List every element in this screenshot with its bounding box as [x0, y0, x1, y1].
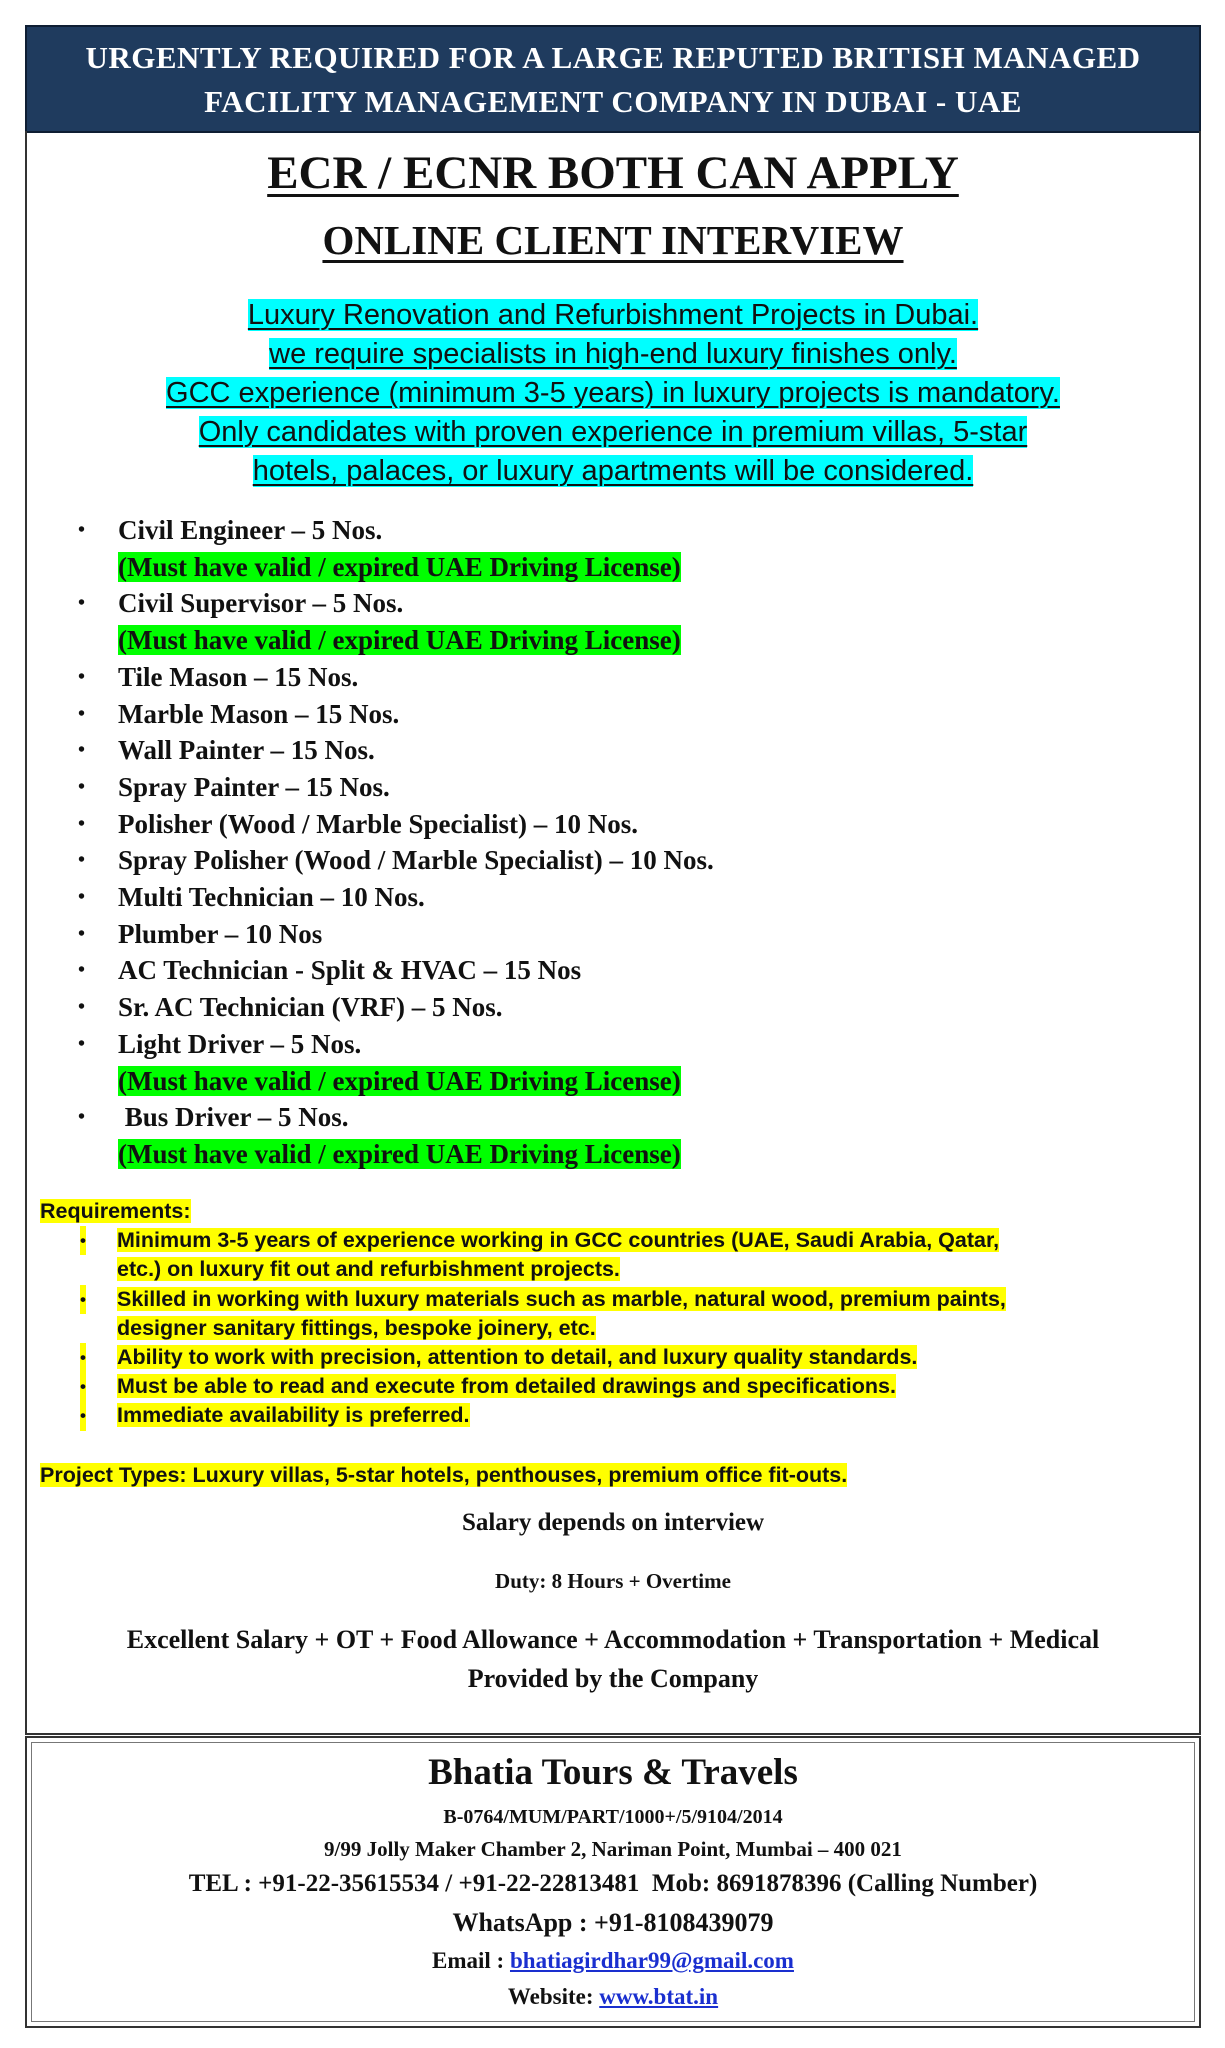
license-note-text: (Must have valid / expired UAE Driving License) — [118, 551, 681, 582]
requirement-line — [117, 1343, 1190, 1372]
job-title: Light Driver – 5 Nos. — [118, 1028, 362, 1059]
bullet-icon: • — [80, 1372, 86, 1401]
email-line — [25, 1944, 1201, 1978]
job-title: Tile Mason – 15 Nos. — [118, 661, 359, 692]
list-item — [40, 1372, 1190, 1401]
job-list — [78, 512, 1178, 1173]
bullet-icon: • — [78, 922, 86, 945]
benefits-line-2: Provided by the Company — [467, 1664, 759, 1693]
license-note-text: (Must have valid / expired UAE Driving License) — [118, 1138, 681, 1169]
bullet-icon: • — [78, 849, 86, 872]
bullet-icon: • — [78, 996, 86, 1019]
list-item — [78, 659, 1178, 696]
job-title: AC Technician - Split & HVAC – 15 Nos — [118, 955, 582, 986]
intro-line-text: hotels, palaces, or luxury apartments will be considered. — [252, 455, 974, 487]
bullet-icon: • — [78, 519, 86, 541]
requirement-line — [117, 1314, 1190, 1343]
list-item — [40, 1343, 1190, 1372]
job-title: Civil Supervisor – 5 Nos. — [118, 588, 404, 619]
company-name: Bhatia Tours & Travels — [428, 1752, 798, 1793]
bullet-icon: • — [78, 702, 86, 725]
requirements-heading-text: Requirements: — [40, 1199, 191, 1223]
bullet-icon: • — [80, 1226, 86, 1255]
project-types — [40, 1460, 847, 1490]
email-label: Email : — [432, 1948, 510, 1973]
website-line — [25, 1980, 1201, 2014]
bullet-icon: • — [78, 959, 86, 982]
requirements-heading — [40, 1197, 1190, 1226]
banner-line-2: FACILITY MANAGEMENT COMPANY IN DUBAI - UAE — [204, 84, 1022, 119]
list-item — [78, 879, 1178, 916]
headline-interview-text: ONLINE CLIENT INTERVIEW — [322, 217, 904, 263]
banner-line-1: URGENTLY REQUIRED FOR A LARGE REPUTED BRITISH MANAGED — [85, 40, 1141, 75]
requirement-line — [117, 1285, 1190, 1314]
list-item — [78, 732, 1178, 769]
requirement-text: etc.) on luxury fit out and refurbishment projects. — [117, 1257, 620, 1282]
license-note — [118, 1136, 1178, 1173]
job-title: Sr. AC Technician (VRF) – 5 Nos. — [118, 992, 503, 1023]
requirement-text: Immediate availability is preferred. — [117, 1403, 470, 1428]
job-title: Polisher (Wood / Marble Specialist) – 10 Nos. — [118, 808, 638, 839]
intro-line — [25, 374, 1201, 413]
company-address: 9/99 Jolly Maker Chamber 2, Nariman Point, Mumbai – 400 021 — [324, 1837, 902, 1861]
bullet-icon: • — [80, 1401, 86, 1430]
list-item — [78, 989, 1178, 1026]
requirement-text: Must be able to read and execute from detailed drawings and specifications. — [117, 1374, 896, 1399]
project-types-text: Project Types: Luxury villas, 5-star hotels, penthouses, premium office fit-outs. — [40, 1463, 848, 1487]
intro-line-text: GCC experience (minimum 3-5 years) in luxury projects is mandatory. — [166, 377, 1060, 409]
list-item — [78, 696, 1178, 733]
header-banner — [25, 25, 1201, 133]
license-note-text: (Must have valid / expired UAE Driving License) — [118, 625, 681, 656]
requirement-line — [117, 1401, 1190, 1430]
intro-line — [25, 335, 1201, 374]
intro-line-text: Luxury Renovation and Refurbishment Projects in Dubai. — [247, 299, 979, 331]
list-item — [78, 842, 1178, 879]
bullet-icon: • — [78, 812, 86, 835]
license-note-text: (Must have valid / expired UAE Driving License) — [118, 1065, 681, 1096]
duty-note: Duty: 8 Hours + Overtime — [495, 1569, 731, 1593]
bullet-icon: • — [78, 739, 86, 762]
bullet-icon: • — [78, 775, 86, 798]
requirements-section — [40, 1197, 1190, 1431]
bullet-icon: • — [78, 592, 86, 615]
list-item — [78, 769, 1178, 806]
requirement-line — [117, 1372, 1190, 1401]
requirement-line — [117, 1226, 1190, 1255]
list-item — [40, 1401, 1190, 1430]
list-item — [78, 1026, 1178, 1063]
list-item — [78, 1099, 1178, 1136]
intro-line — [25, 413, 1201, 452]
phone-numbers: TEL : +91-22-35615534 / +91-22-22813481 Mob: 8691878396 (Calling Number) — [188, 1870, 1038, 1897]
job-title: Plumber – 10 Nos — [118, 918, 323, 949]
job-title: Bus Driver – 5 Nos. — [118, 1102, 349, 1133]
requirement-text: Ability to work with precision, attention to detail, and luxury quality standards. — [117, 1345, 918, 1370]
headline-interview — [25, 215, 1201, 265]
list-item — [78, 512, 1178, 549]
intro-line — [25, 452, 1201, 491]
list-item — [78, 916, 1178, 953]
bullet-icon: • — [80, 1343, 86, 1372]
job-title: Multi Technician – 10 Nos. — [118, 882, 425, 913]
list-item — [78, 952, 1178, 989]
salary-note: Salary depends on interview — [461, 1509, 765, 1536]
license-note — [118, 1063, 1178, 1100]
requirement-text: designer sanitary fittings, bespoke joinery, etc. — [117, 1315, 596, 1340]
intro-block — [25, 296, 1201, 491]
intro-line — [25, 296, 1201, 335]
intro-line-text: Only candidates with proven experience in premium villas, 5-star — [198, 416, 1028, 448]
job-title: Marble Mason – 15 Nos. — [118, 698, 400, 729]
registration-number: B-0764/MUM/PART/1000+/5/9104/2014 — [443, 1806, 783, 1828]
job-title: Wall Painter – 15 Nos. — [118, 735, 375, 766]
email-link[interactable]: bhatiagirdhar99@gmail.com — [509, 1948, 794, 1973]
job-title: Spray Painter – 15 Nos. — [118, 771, 390, 802]
job-title: Spray Polisher (Wood / Marble Specialist) – 10 Nos. — [118, 845, 714, 876]
requirement-line — [117, 1255, 1190, 1284]
bullet-icon: • — [80, 1285, 86, 1314]
list-item — [40, 1226, 1190, 1284]
list-item — [40, 1285, 1190, 1343]
bullet-icon: • — [78, 1032, 86, 1055]
headline-ecr-text: ECR / ECNR BOTH CAN APPLY — [267, 147, 959, 199]
website-label: Website: — [507, 1984, 600, 2009]
requirement-text: Minimum 3-5 years of experience working in GCC countries (UAE, Saudi Arabia, Qatar, — [117, 1228, 1000, 1253]
list-item — [78, 806, 1178, 843]
website-link[interactable]: www.btat.in — [599, 1984, 719, 2009]
bullet-icon: • — [78, 886, 86, 909]
job-title: Civil Engineer – 5 Nos. — [118, 515, 383, 545]
whatsapp-number: WhatsApp : +91-8108439079 — [452, 1908, 774, 1937]
benefits-line-1: Excellent Salary + OT + Food Allowance + Accommodation + Transportation + Medical — [126, 1625, 1100, 1654]
intro-line-text: we require specialists in high-end luxury finishes only. — [269, 338, 957, 370]
list-item — [78, 585, 1178, 622]
benefits — [25, 1620, 1201, 1698]
bullet-icon: • — [78, 1106, 86, 1129]
bullet-icon: • — [78, 665, 86, 688]
license-note — [118, 622, 1178, 659]
headline-ecr — [25, 145, 1201, 201]
requirement-text: Skilled in working with luxury materials such as marble, natural wood, premium paints, — [117, 1286, 1006, 1311]
license-note — [118, 549, 1178, 586]
